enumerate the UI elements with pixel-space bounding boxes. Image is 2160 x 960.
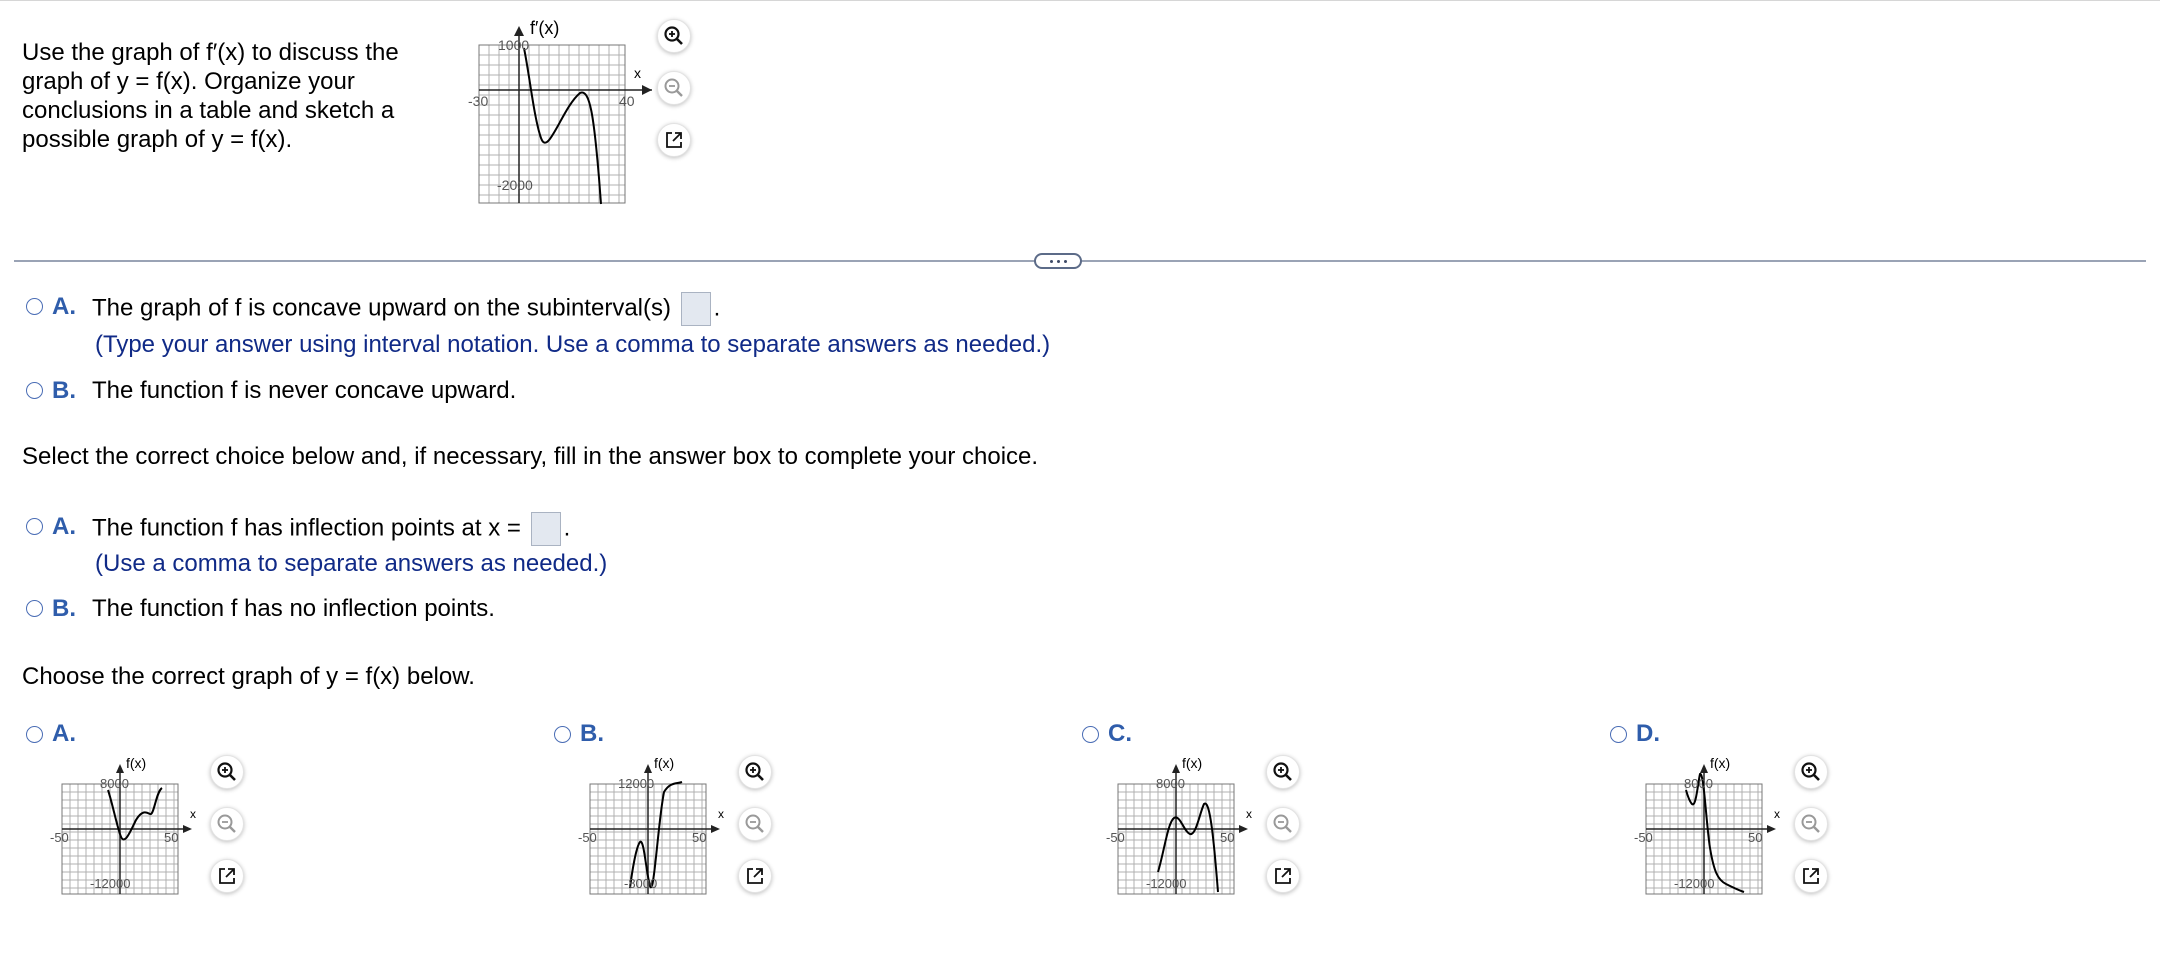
option-letter: B.: [52, 595, 76, 622]
graph-choice-instruction: Choose the correct graph of y = f(x) below.: [22, 663, 475, 690]
zoom-in-icon: [216, 761, 238, 783]
xmin-label: -50: [578, 830, 597, 845]
zoom-out-icon: [216, 813, 238, 835]
ymin-label: -8000: [624, 876, 658, 891]
zoom-in-icon: [744, 761, 766, 783]
answer-box-concavity[interactable]: [681, 292, 711, 326]
zoom-in-icon: [1272, 761, 1294, 783]
y-axis-arrow: [116, 764, 124, 773]
graph-option-b[interactable]: [554, 720, 604, 748]
option-letter: D.: [1636, 720, 1660, 747]
y-axis-arrow: [1172, 764, 1180, 773]
option-text: The function f is never concave upward.: [92, 377, 517, 404]
xlabel: x: [1246, 807, 1252, 821]
question-prompt: Use the graph of f′(x) to discuss the graph of y = f(x). Organize your conclusions in a table and sketch a possible graph of y = f(x).: [22, 39, 399, 153]
radio-button[interactable]: [26, 518, 43, 535]
x-axis-arrow: [183, 825, 192, 833]
graph-option-a[interactable]: [26, 720, 76, 748]
zoom-in-button[interactable]: [1266, 755, 1300, 789]
ymin-label: -12000: [90, 876, 131, 891]
xmax-label: 50: [164, 830, 179, 845]
popout-icon: [1273, 866, 1293, 886]
option-text: The function f has no inflection points.: [92, 595, 495, 622]
zoom-out-button[interactable]: [738, 807, 772, 841]
option-graph[interactable]: [1634, 752, 1804, 892]
option-graph[interactable]: [578, 752, 748, 892]
y-axis-arrow: [644, 764, 652, 773]
ymax-label: 12000: [618, 776, 655, 791]
ymin-label: -12000: [1146, 876, 1187, 891]
x-axis-arrow: [1239, 825, 1248, 833]
graph-option-c[interactable]: [1082, 720, 1132, 748]
xmax-label: 50: [1220, 830, 1235, 845]
graph-option-d[interactable]: [1610, 720, 1660, 748]
option-text: The graph of f is concave upward on the subinterval(s) .: [92, 292, 720, 326]
radio-button[interactable]: [26, 382, 43, 399]
y-axis-arrow: [514, 26, 524, 36]
x-axis-arrow: [711, 825, 720, 833]
zoom-in-button[interactable]: [657, 19, 691, 53]
option-letter: C.: [1108, 720, 1132, 747]
option-graph[interactable]: [50, 752, 220, 892]
radio-button[interactable]: [1082, 726, 1099, 743]
inflection-instruction: Select the correct choice below and, if necessary, fill in the answer box to complete your choice.: [22, 443, 1039, 470]
xmin-label: -30: [468, 93, 489, 109]
zoom-out-button[interactable]: [1266, 807, 1300, 841]
popout-icon: [745, 866, 765, 886]
xlabel: x: [190, 807, 196, 821]
ylabel: f(x): [1182, 755, 1203, 771]
inflection-hint: (Use a comma to separate answers as needed.): [95, 550, 608, 577]
ymax-label: 8000: [1156, 776, 1185, 791]
xmax-label: 50: [1748, 830, 1763, 845]
popout-button[interactable]: [1266, 859, 1300, 893]
option-letter: A.: [52, 513, 76, 540]
xlabel: x: [1774, 807, 1780, 821]
xmax-label: 50: [692, 830, 707, 845]
ymax-label: 8000: [100, 776, 129, 791]
popout-button[interactable]: [738, 859, 772, 893]
zoom-out-icon: [1800, 813, 1822, 835]
x-axis-arrow: [1767, 825, 1776, 833]
radio-button[interactable]: [26, 298, 43, 315]
xlabel: x: [634, 65, 641, 81]
concavity-hint: (Type your answer using interval notation. Use a comma to separate answers as needed.): [95, 331, 1051, 358]
option-text: The function f has inflection points at x = .: [92, 512, 570, 546]
zoom-out-icon: [663, 77, 685, 99]
option-letter: B.: [52, 377, 76, 404]
zoom-out-icon: [744, 813, 766, 835]
xmin-label: -50: [1106, 830, 1125, 845]
option-letter: B.: [580, 720, 604, 747]
inflection-option-b[interactable]: [26, 594, 495, 624]
concavity-option-a[interactable]: [26, 292, 720, 326]
zoom-out-icon: [1272, 813, 1294, 835]
ylabel: f′(x): [530, 18, 560, 38]
option-letter: A.: [52, 720, 76, 747]
ymin-label: -2000: [497, 177, 533, 193]
ymin-label: -12000: [1674, 876, 1715, 891]
xlabel: x: [718, 807, 724, 821]
inflection-option-a[interactable]: [26, 512, 570, 546]
zoom-out-button[interactable]: [657, 71, 691, 105]
popout-button[interactable]: [210, 859, 244, 893]
ylabel: f(x): [1710, 755, 1731, 771]
popout-icon: [664, 130, 684, 150]
xmin-label: -50: [1634, 830, 1653, 845]
popout-icon: [217, 866, 237, 886]
popout-button[interactable]: [1794, 859, 1828, 893]
xmin-label: -50: [50, 830, 69, 845]
option-letter: A.: [52, 293, 76, 320]
y-axis-arrow: [1700, 764, 1708, 773]
zoom-in-icon: [1800, 761, 1822, 783]
radio-button[interactable]: [1610, 726, 1627, 743]
zoom-out-button[interactable]: [1794, 807, 1828, 841]
radio-button[interactable]: [26, 726, 43, 743]
zoom-out-button[interactable]: [210, 807, 244, 841]
popout-icon: [1801, 866, 1821, 886]
zoom-in-button[interactable]: [210, 755, 244, 789]
radio-button[interactable]: [554, 726, 571, 743]
top-border: [0, 0, 2160, 1]
radio-button[interactable]: [26, 600, 43, 617]
answer-box-inflection[interactable]: [531, 512, 561, 546]
ymax-label: 8000: [1684, 776, 1713, 791]
x-axis-arrow: [642, 85, 652, 95]
ylabel: f(x): [126, 755, 147, 771]
popout-button[interactable]: [657, 123, 691, 157]
divider-handle[interactable]: [1034, 253, 1082, 269]
ylabel: f(x): [654, 755, 675, 771]
ymax-label: 1000: [498, 37, 530, 53]
zoom-in-button[interactable]: [1794, 755, 1828, 789]
concavity-option-b[interactable]: [26, 376, 516, 406]
xmax-label: 40: [619, 93, 635, 109]
option-graph[interactable]: [1106, 752, 1276, 892]
derivative-graph[interactable]: [462, 18, 642, 198]
zoom-in-button[interactable]: [738, 755, 772, 789]
zoom-in-icon: [663, 25, 685, 47]
